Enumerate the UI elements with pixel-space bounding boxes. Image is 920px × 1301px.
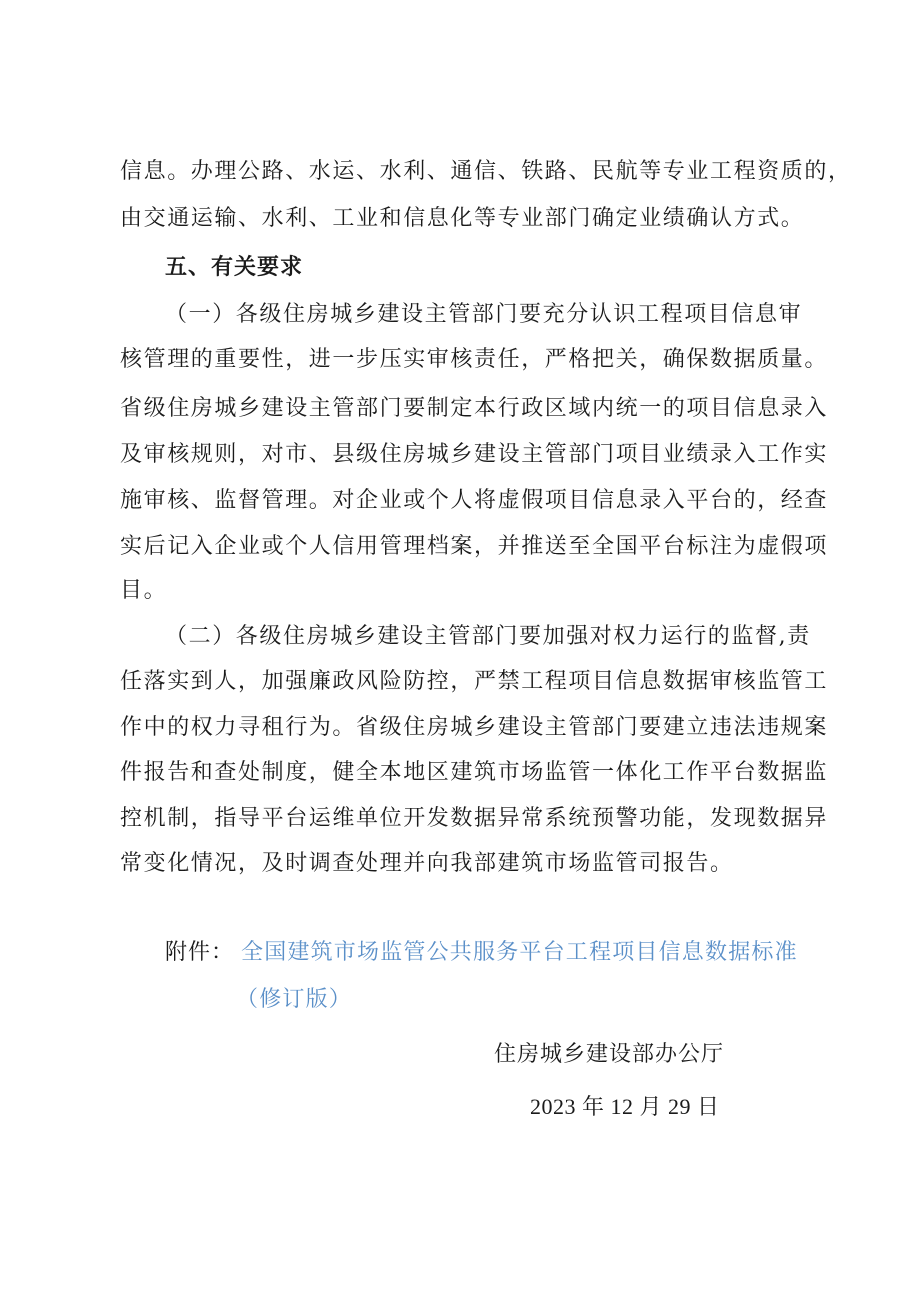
attachment-link[interactable]: 全国建筑市场监管公共服务平台工程项目信息数据标准 (241, 940, 798, 965)
body-line: 目。 (120, 578, 168, 603)
body-line: 施审核、监督管理。对企业或个人将虚假项目信息录入平台的，经查 (120, 488, 829, 513)
body-line: 作中的权力寻租行为。省级住房城乡建设主管部门要建立违法违规案 (120, 715, 829, 740)
body-line: 件报告和查处制度，健全本地区建筑市场监管一体化工作平台数据监 (120, 760, 829, 785)
body-line: （二）各级住房城乡建设主管部门要加强对权力运行的监督,责 (165, 624, 811, 649)
body-line: 省级住房城乡建设主管部门要制定本行政区域内统一的项目信息录入 (120, 396, 829, 421)
body-line: 及审核规则，对市、县级住房城乡建设主管部门项目业绩录入工作实 (120, 442, 829, 467)
attachment-link-continued[interactable]: （修订版） (236, 987, 353, 1012)
body-line: 控机制，指导平台运维单位开发数据异常系统预警功能，发现数据异 (120, 806, 829, 831)
body-line: 核管理的重要性，进一步压实审核责任，严格把关，确保数据质量。 (120, 347, 829, 372)
section-heading: 五、有关要求 (165, 255, 304, 280)
body-line: 由交通运输、水利、工业和信息化等专业部门确定业绩确认方式。 (120, 206, 805, 231)
body-line: （一）各级住房城乡建设主管部门要充分认识工程项目信息审 (165, 302, 803, 327)
issuer-name: 住房城乡建设部办公厅 (494, 1042, 725, 1067)
attachment-label: 附件： (165, 940, 235, 965)
body-line: 任落实到人，加强廉政风险防控，严禁工程项目信息数据审核监管工 (120, 669, 829, 694)
body-line: 实后记入企业或个人信用管理档案，并推送至全国平台标注为虚假项 (120, 534, 829, 559)
body-line: 信息。办理公路、水运、水利、通信、铁路、民航等专业工程资质的， (120, 159, 852, 184)
issue-date: 2023 年 12 月 29 日 (530, 1094, 720, 1119)
body-line: 常变化情况，及时调查处理并向我部建筑市场监管司报告。 (120, 851, 734, 876)
